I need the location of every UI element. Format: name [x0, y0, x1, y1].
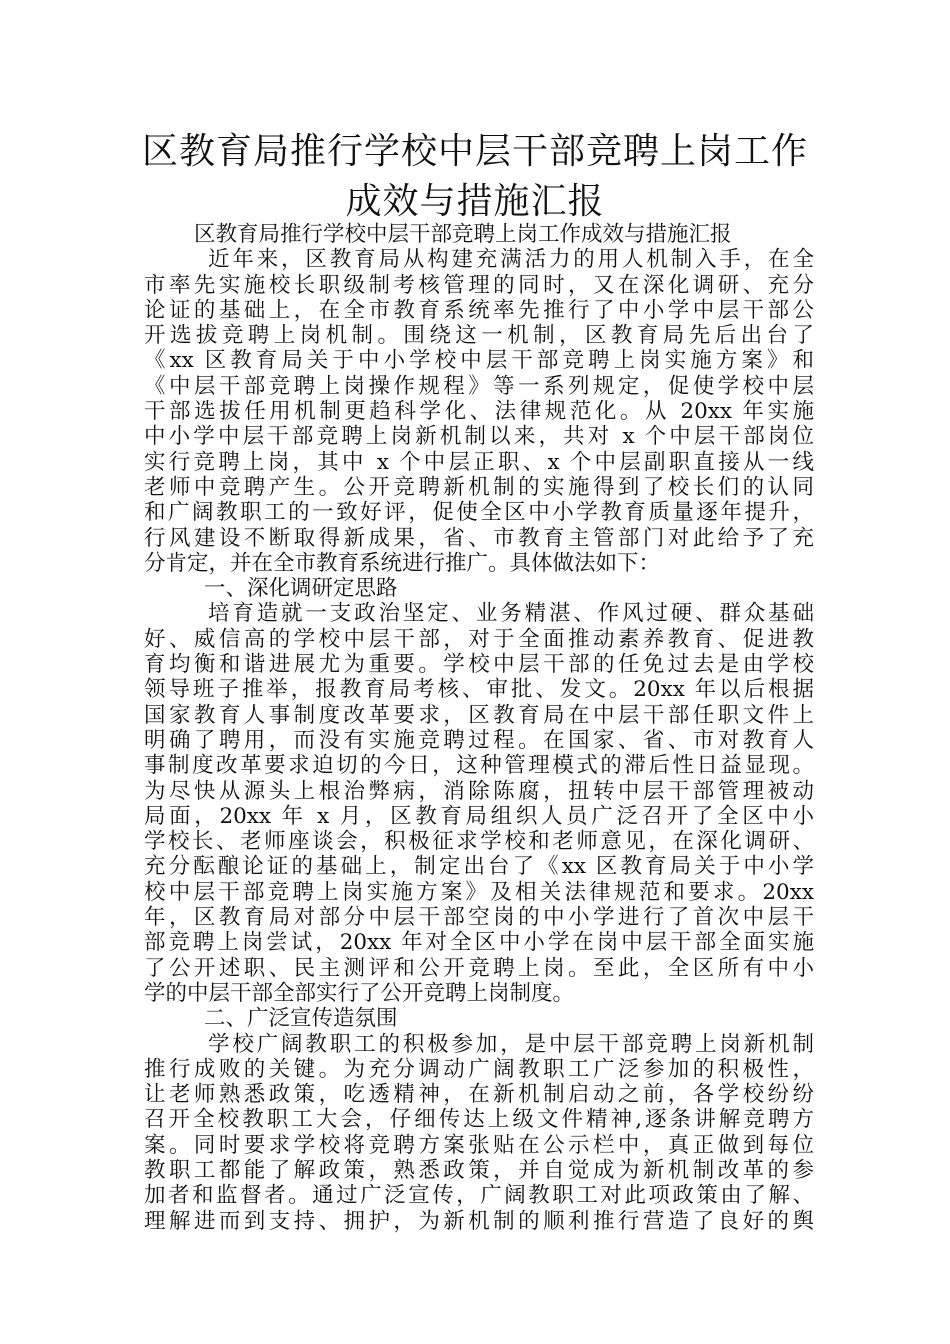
body-text-line: 学校广阔教职工的积极参加，是中层干部竞聘上岗新机制: [208, 1031, 814, 1057]
body-text-line: 教职工都能了解政策，熟悉政策，并自觉成为新机制改革的参: [144, 1157, 814, 1183]
body-text-line: 好、威信高的学校中层干部，对于全面推动素养教育、促进教: [144, 626, 814, 652]
body-text-line: 一、深化调研定思路: [204, 576, 398, 602]
body-text-line: 开选拔竞聘上岗机制。围绕这一机制，区教育局先后出台了: [144, 323, 814, 349]
body-text-line: 论证的基础上，在全市教育系统率先推行了中小学中层干部公: [144, 297, 814, 323]
body-text-line: 案。同时要求学校将竞聘方案张贴在公示栏中，真正做到每位: [144, 1132, 814, 1158]
body-text-line: 学校长、老师座谈会，积极征求学校和老师意见，在深化调研、: [144, 829, 814, 855]
body-text-line: 校中层干部竞聘上岗实施方案》及相关法律规范和要求。20xx: [144, 879, 814, 905]
body-text-line: 让老师熟悉政策，吃透精神，在新机制启动之前，各学校纷纷: [144, 1082, 814, 1108]
body-text-line: 近年来，区教育局从构建充满活力的用人机制入手，在全: [208, 247, 814, 273]
body-text-line: 育均衡和谐进展尤为重要。学校中层干部的任免过去是由学校: [144, 652, 814, 678]
body-text-line: 《xx 区教育局关于中小学校中层干部竞聘上岗实施方案》和: [144, 348, 814, 374]
body-text-line: 《中层干部竞聘上岗操作规程》等一系列规定，促使学校中层: [144, 373, 814, 399]
body-text-line: 明确了聘用，而没有实施竞聘过程。在国家、省、市对教育人: [144, 727, 814, 753]
body-text-line: 区教育局推行学校中层干部竞聘上岗工作成效与措施汇报: [194, 222, 732, 247]
body-text-line: 了公开述职、民主测评和公开竞聘上岗。至此，全区所有中小: [144, 955, 814, 981]
body-text-line: 事制度改革要求迫切的今日，这种管理模式的滞后性日益显现。: [144, 753, 814, 779]
body-text-line: 加者和监督者。通过广泛宣传，广阔教职工对此项政策由了解、: [144, 1183, 814, 1209]
body-text-line: 市率先实施校长职级制考核管理的同时，又在深化调研、充分: [144, 272, 814, 298]
body-text-line: 学的中层干部全部实行了公开竞聘上岗制度。: [144, 980, 575, 1006]
body-text-line: 年，区教育局对部分中层干部空岗的中小学进行了首次中层干: [144, 905, 814, 931]
document-body: [144, 222, 814, 1234]
body-text-line: 为尽快从源头上根治弊病，消除陈腐，扭转中层干部管理被动: [144, 778, 814, 804]
body-text-line: 部竞聘上岗尝试，20xx 年对全区中小学在岗中层干部全面实施: [144, 930, 814, 956]
body-text-line: 老师中竞聘产生。公开竞聘新机制的实施得到了校长们的认同: [144, 474, 814, 500]
document-title-line-1: 区教育局推行学校中层干部竞聘上岗工作: [141, 131, 808, 172]
body-text-line: 理解进而到支持、拥护，为新机制的顺利推行营造了良好的舆: [144, 1208, 814, 1234]
body-text-line: 和广阔教职工的一致好评，促使全区中小学教育质量逐年提升，: [144, 500, 814, 526]
document-title-line-2: 成效与措施汇报: [345, 181, 605, 222]
body-text-line: 召开全校教职工大会，仔细传达上级文件精神,逐条讲解竞聘方: [144, 1107, 814, 1133]
body-text-line: 干部选拔任用机制更趋科学化、法律规范化。从 20xx 年实施: [144, 399, 814, 425]
body-text-line: 行风建设不断取得新成果，省、市教育主管部门对此给予了充: [144, 525, 814, 551]
body-text-line: 国家教育人事制度改革要求，区教育局在中层干部任职文件上: [144, 702, 814, 728]
body-text-line: 实行竞聘上岗，其中 x 个中层正职、x 个中层副职直接从一线: [144, 449, 814, 475]
body-text-line: 充分酝酿论证的基础上，制定出台了《xx 区教育局关于中小学: [144, 854, 814, 880]
body-text-line: 二、广泛宣传造氛围: [204, 1006, 398, 1032]
body-text-line: 局面，20xx 年 x 月，区教育局组织人员广泛召开了全区中小: [144, 803, 814, 829]
body-text-line: 领导班子推举，报教育局考核、审批、发文。20xx 年以后根据: [144, 677, 814, 703]
body-text-line: 推行成败的关键。为充分调动广阔教职工广泛参加的积极性，: [144, 1056, 814, 1082]
body-text-line: 分肯定，并在全市教育系统进行推广。具体做法如下：: [144, 550, 661, 576]
body-text-line: 培育造就一支政治坚定、业务精湛、作风过硬、群众基础: [208, 601, 814, 627]
body-text-line: 中小学中层干部竞聘上岗新机制以来，共对 x 个中层干部岗位: [144, 424, 814, 450]
